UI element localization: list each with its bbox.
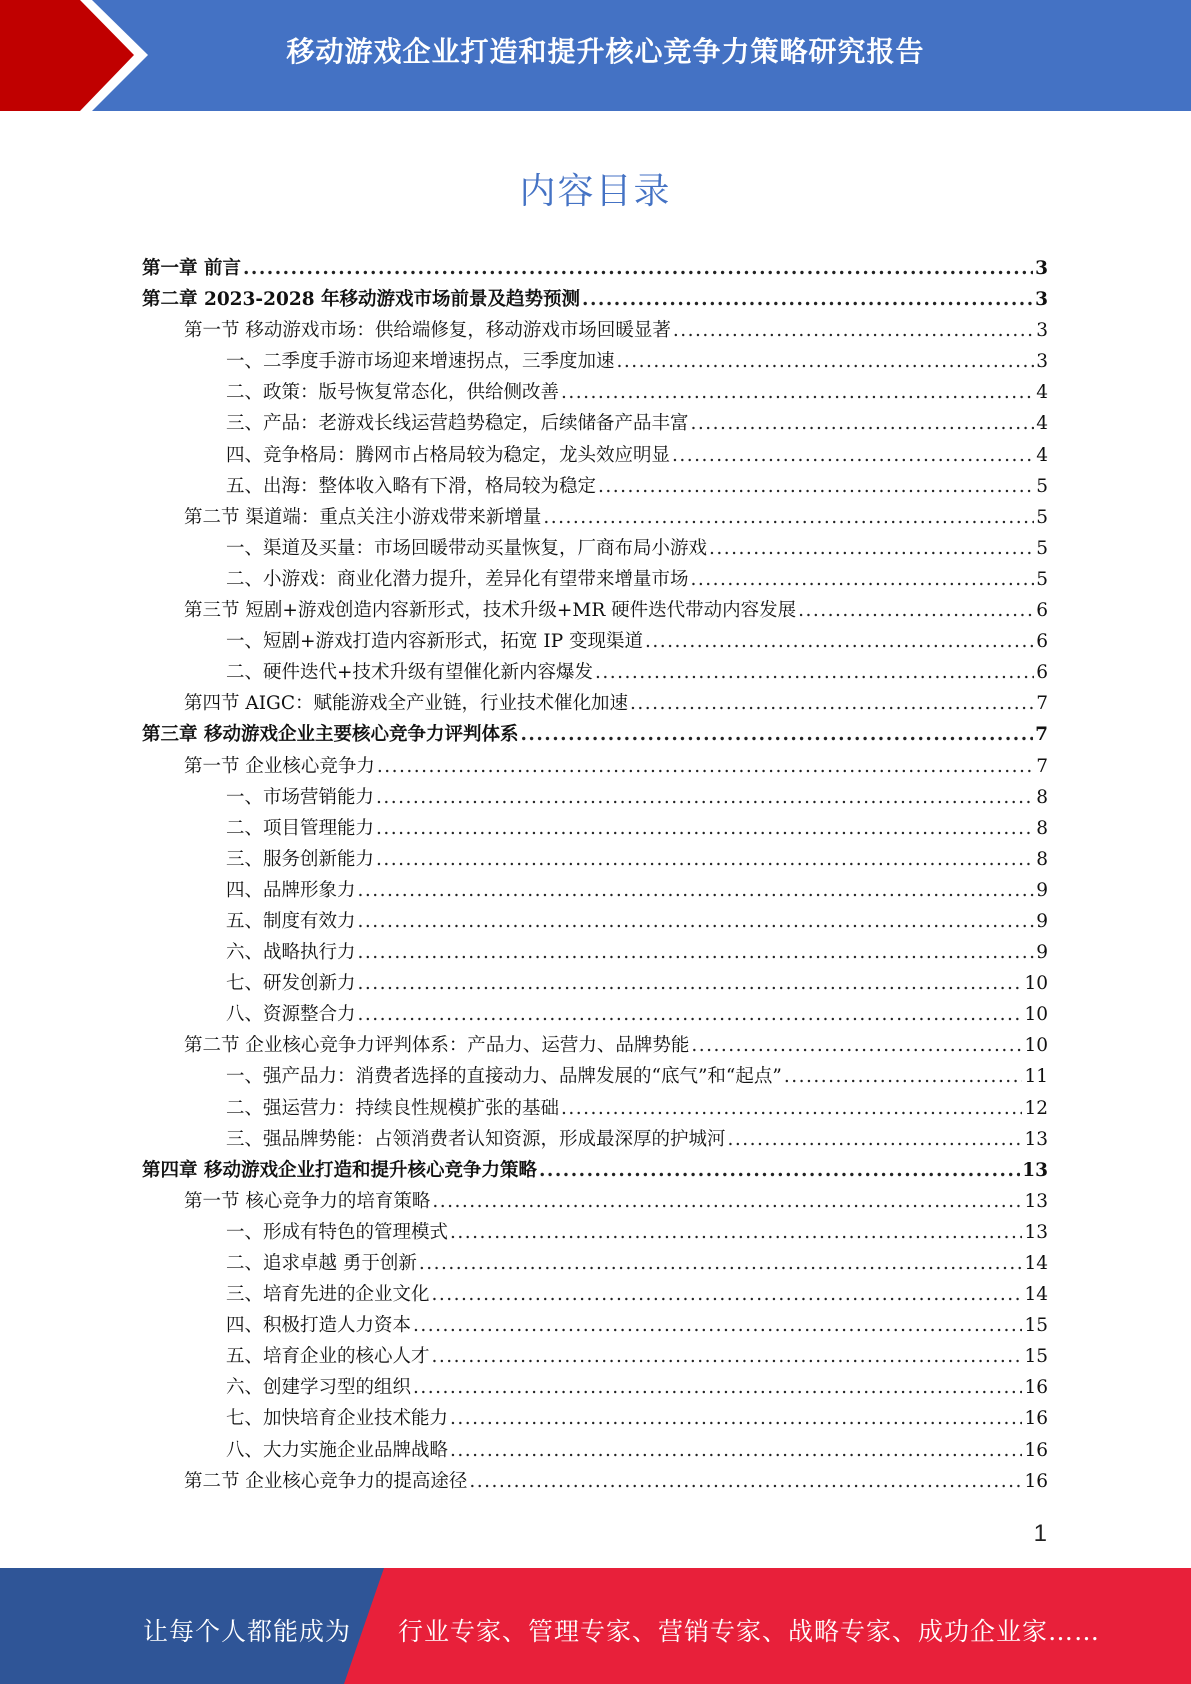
toc-dot-leader bbox=[728, 1129, 1023, 1150]
toc-dot-leader bbox=[595, 662, 1034, 683]
toc-entry-title: 一、二季度手游市场迎来增速拐点，三季度加速 bbox=[226, 351, 615, 373]
toc-entry[interactable] bbox=[142, 720, 1048, 751]
toc-entry-page: 5 bbox=[1036, 568, 1048, 590]
toc-dot-leader bbox=[469, 1471, 1022, 1492]
toc-entry-page: 13 bbox=[1024, 1128, 1048, 1150]
toc-entry[interactable] bbox=[142, 565, 1048, 596]
toc-entry-page: 13 bbox=[1024, 1190, 1048, 1212]
toc-entry-page: 16 bbox=[1024, 1408, 1048, 1430]
toc-entry[interactable] bbox=[142, 378, 1048, 409]
toc-dot-leader bbox=[413, 1377, 1022, 1398]
toc-dot-leader bbox=[673, 320, 1034, 341]
toc-entry-title: 三、产品：老游戏长线运营趋势稳定，后续储备产品丰富 bbox=[226, 413, 689, 435]
toc-entry-page: 13 bbox=[1022, 1159, 1048, 1181]
toc-entry[interactable] bbox=[142, 938, 1048, 969]
toc-dot-leader bbox=[520, 724, 1033, 745]
toc-entry-title: 五、出海：整体收入略有下滑，格局较为稳定 bbox=[226, 475, 597, 497]
toc-entry[interactable] bbox=[142, 409, 1048, 440]
toc-entry[interactable] bbox=[142, 658, 1048, 689]
toc-entry[interactable] bbox=[142, 627, 1048, 658]
toc-entry-page: 3 bbox=[1035, 289, 1048, 311]
toc-entry[interactable] bbox=[142, 845, 1048, 876]
toc-dot-leader bbox=[630, 693, 1034, 714]
toc-dot-leader bbox=[450, 1222, 1022, 1243]
toc-dot-leader bbox=[377, 756, 1034, 777]
toc-entry-page: 8 bbox=[1036, 786, 1048, 808]
toc-entry-page: 7 bbox=[1035, 724, 1048, 746]
toc-dot-leader bbox=[376, 849, 1034, 870]
toc-entry[interactable] bbox=[142, 814, 1048, 845]
toc-entry-page: 10 bbox=[1024, 1004, 1048, 1026]
toc-entry[interactable] bbox=[142, 969, 1048, 1000]
toc-entry-title: 二、追求卓越 勇于创新 bbox=[226, 1253, 417, 1274]
toc-entry[interactable] bbox=[142, 1125, 1048, 1156]
toc-dot-leader bbox=[561, 382, 1034, 403]
toc-entry[interactable] bbox=[142, 254, 1048, 285]
toc-dot-leader bbox=[376, 818, 1034, 839]
toc-dot-leader bbox=[784, 1066, 1023, 1087]
toc-entry[interactable] bbox=[142, 1000, 1048, 1031]
toc-dot-leader bbox=[691, 413, 1035, 434]
toc-entry[interactable] bbox=[142, 1156, 1048, 1187]
toc-entry-page: 8 bbox=[1036, 817, 1048, 839]
toc-entry-title: 四、竞争格局：腾网市占格局较为稳定，龙头效应明显 bbox=[226, 444, 671, 466]
toc-entry-page: 13 bbox=[1024, 1221, 1048, 1243]
toc-dot-leader bbox=[450, 1408, 1022, 1429]
page-number: 1 bbox=[1033, 1520, 1047, 1547]
toc-entry-title: 二、强运营力：持续良性规模扩张的基础 bbox=[226, 1097, 560, 1119]
toc-dot-leader bbox=[543, 507, 1034, 528]
toc-entry-page: 15 bbox=[1024, 1315, 1048, 1337]
toc-dot-leader bbox=[413, 1315, 1022, 1336]
toc-dot-leader bbox=[617, 351, 1035, 372]
toc-entry-title: 第四章 移动游戏企业打造和提升核心竞争力策略 bbox=[142, 1159, 537, 1181]
toc-dot-leader bbox=[358, 973, 1023, 994]
toc-entry-title: 三、强品牌势能：占领消费者认知资源，形成最深厚的护城河 bbox=[226, 1128, 726, 1150]
toc-entry[interactable] bbox=[142, 441, 1048, 472]
toc-entry[interactable] bbox=[142, 596, 1048, 627]
toc-entry-title: 第三章 移动游戏企业主要核心竞争力评判体系 bbox=[142, 724, 519, 746]
toc-dot-leader bbox=[561, 1098, 1022, 1119]
toc-entry[interactable] bbox=[142, 1404, 1048, 1435]
toc-dot-leader bbox=[672, 445, 1034, 466]
toc-entry-title: 六、战略执行力 bbox=[226, 942, 356, 964]
toc-entry-page: 6 bbox=[1036, 631, 1048, 653]
toc-entry-title: 八、资源整合力 bbox=[226, 1004, 356, 1026]
toc-entry-page: 9 bbox=[1036, 910, 1048, 932]
toc-entry[interactable] bbox=[142, 534, 1048, 565]
toc-entry-title: 第三节 短剧+游戏创造内容新形式，技术升级+MR 硬件迭代带动内容发展 bbox=[184, 600, 797, 622]
toc-entry-page: 7 bbox=[1036, 693, 1048, 715]
toc-dot-leader bbox=[450, 1440, 1022, 1461]
toc-entry[interactable] bbox=[142, 783, 1048, 814]
toc-dot-leader bbox=[539, 1160, 1020, 1181]
toc-entry[interactable] bbox=[142, 316, 1048, 347]
toc-entry-page: 9 bbox=[1036, 942, 1048, 964]
toc-dot-leader bbox=[358, 911, 1035, 932]
toc-entry-page: 4 bbox=[1036, 382, 1048, 404]
toc-entry-title: 一、短剧+游戏打造内容新形式，拓宽 IP 变现渠道 bbox=[226, 631, 644, 653]
toc-entry-title: 五、培育企业的核心人才 bbox=[226, 1346, 430, 1368]
toc-entry[interactable] bbox=[142, 1031, 1048, 1062]
toc-entry[interactable] bbox=[142, 1436, 1048, 1467]
toc-entry-title: 七、研发创新力 bbox=[226, 973, 356, 995]
toc-dot-leader bbox=[709, 538, 1034, 559]
toc-entry-page: 4 bbox=[1036, 444, 1048, 466]
toc-dot-leader bbox=[432, 1284, 1023, 1305]
toc-dot-leader bbox=[419, 1253, 1023, 1274]
toc-dot-leader bbox=[376, 787, 1034, 808]
toc-entry-page: 11 bbox=[1024, 1066, 1048, 1088]
toc-entry-page: 3 bbox=[1036, 320, 1048, 342]
toc-entry[interactable] bbox=[142, 1062, 1048, 1093]
footer-slogan-right: 行业专家、管理专家、营销专家、战略专家、成功企业家…… bbox=[398, 1617, 1101, 1646]
toc-entry[interactable] bbox=[142, 347, 1048, 378]
toc-entry-title: 二、项目管理能力 bbox=[226, 817, 375, 839]
toc-dot-leader bbox=[598, 476, 1034, 497]
toc-dot-leader bbox=[582, 289, 1033, 310]
toc-entry-title: 第二节 渠道端：重点关注小游戏带来新增量 bbox=[184, 506, 542, 528]
toc-entry-page: 5 bbox=[1036, 506, 1048, 528]
toc-entry-page: 12 bbox=[1024, 1097, 1048, 1119]
toc-entry-page: 10 bbox=[1024, 973, 1048, 995]
toc-entry-page: 6 bbox=[1036, 600, 1048, 622]
toc-entry[interactable] bbox=[142, 1187, 1048, 1218]
toc-dot-leader bbox=[432, 1346, 1023, 1367]
toc-entry-title: 七、加快培育企业技术能力 bbox=[226, 1408, 449, 1430]
toc-entry[interactable] bbox=[142, 876, 1048, 907]
toc-dot-leader bbox=[358, 880, 1035, 901]
toc-entry-title: 六、创建学习型的组织 bbox=[226, 1377, 412, 1399]
toc-entry-title: 五、制度有效力 bbox=[226, 910, 356, 932]
toc-entry[interactable] bbox=[142, 1342, 1048, 1373]
toc-entry-title: 一、强产品力：消费者选择的直接动力、品牌发展的“底气”和“起点” bbox=[226, 1066, 782, 1088]
toc-dot-leader bbox=[798, 600, 1034, 621]
toc-heading: 内容目录 bbox=[519, 171, 672, 212]
toc-entry-title: 第一节 企业核心竞争力 bbox=[184, 755, 375, 777]
toc-entry-title: 二、小游戏：商业化潜力提升，差异化有望带来增量市场 bbox=[226, 568, 689, 590]
toc-entry-page: 10 bbox=[1024, 1035, 1048, 1057]
toc-dot-leader bbox=[358, 942, 1035, 963]
table-of-contents bbox=[142, 254, 1048, 1498]
toc-entry-page: 3 bbox=[1036, 351, 1048, 373]
toc-entry[interactable] bbox=[142, 1280, 1048, 1311]
toc-entry-title: 三、培育先进的企业文化 bbox=[226, 1284, 430, 1306]
toc-dot-leader bbox=[358, 1004, 1023, 1025]
toc-entry-page: 4 bbox=[1036, 413, 1048, 435]
toc-entry[interactable] bbox=[142, 1373, 1048, 1404]
toc-entry[interactable] bbox=[142, 1094, 1048, 1125]
toc-entry[interactable] bbox=[142, 285, 1048, 316]
toc-entry-title: 二、硬件迭代+技术升级有望催化新内容爆发 bbox=[226, 662, 594, 684]
toc-dot-leader bbox=[645, 631, 1034, 652]
toc-entry-page: 5 bbox=[1036, 475, 1048, 497]
toc-entry-title: 四、品牌形象力 bbox=[226, 879, 356, 901]
toc-entry-title: 第四节 AIGC：赋能游戏全产业链，行业技术催化加速 bbox=[184, 693, 628, 715]
toc-entry[interactable] bbox=[142, 1218, 1048, 1249]
toc-entry-title: 第二节 企业核心竞争力评判体系：产品力、运营力、品牌势能 bbox=[184, 1035, 690, 1057]
toc-entry-page: 16 bbox=[1024, 1377, 1048, 1399]
toc-entry-page: 16 bbox=[1024, 1439, 1048, 1461]
toc-entry-page: 6 bbox=[1036, 662, 1048, 684]
toc-entry-title: 三、服务创新能力 bbox=[226, 848, 375, 870]
toc-entry-title: 第一章 前言 bbox=[142, 258, 241, 279]
toc-entry[interactable] bbox=[142, 1467, 1048, 1498]
header-band bbox=[0, 0, 1191, 111]
toc-entry-title: 二、政策：版号恢复常态化，供给侧改善 bbox=[226, 382, 560, 404]
toc-entry-title: 一、形成有特色的管理模式 bbox=[226, 1221, 449, 1243]
toc-entry[interactable] bbox=[142, 1249, 1048, 1280]
toc-entry[interactable] bbox=[142, 689, 1048, 720]
toc-entry-page: 8 bbox=[1036, 848, 1048, 870]
toc-entry-page: 14 bbox=[1024, 1284, 1048, 1306]
toc-entry-title: 八、大力实施企业品牌战略 bbox=[226, 1439, 449, 1461]
toc-entry-title: 一、市场营销能力 bbox=[226, 786, 375, 808]
toc-dot-leader bbox=[691, 1035, 1022, 1056]
toc-entry-page: 14 bbox=[1024, 1253, 1048, 1274]
toc-entry-page: 5 bbox=[1036, 537, 1048, 559]
report-title: 移动游戏企业打造和提升核心竞争力策略研究报告 bbox=[286, 35, 925, 68]
toc-entry-page: 16 bbox=[1024, 1470, 1048, 1492]
toc-entry-page: 15 bbox=[1024, 1346, 1048, 1368]
toc-entry-title: 第一节 核心竞争力的培育策略 bbox=[184, 1190, 431, 1212]
toc-entry-page: 7 bbox=[1036, 755, 1048, 777]
toc-entry[interactable] bbox=[142, 907, 1048, 938]
toc-entry-page: 3 bbox=[1035, 258, 1048, 279]
toc-dot-leader bbox=[432, 1191, 1022, 1212]
toc-entry[interactable] bbox=[142, 752, 1048, 783]
toc-dot-leader bbox=[243, 258, 1033, 279]
toc-entry-title: 第二节 企业核心竞争力的提高途径 bbox=[184, 1470, 468, 1492]
toc-entry[interactable] bbox=[142, 1311, 1048, 1342]
toc-dot-leader bbox=[691, 569, 1035, 590]
toc-entry-title: 四、积极打造人力资本 bbox=[226, 1315, 412, 1337]
footer-slogan-left: 让每个人都能成为 bbox=[143, 1617, 352, 1646]
toc-entry-title: 第一节 移动游戏市场：供给端修复，移动游戏市场回暖显著 bbox=[184, 320, 671, 342]
toc-entry-title: 一、渠道及买量：市场回暖带动买量恢复，厂商布局小游戏 bbox=[226, 537, 708, 559]
toc-entry[interactable] bbox=[142, 472, 1048, 503]
toc-entry[interactable] bbox=[142, 503, 1048, 534]
toc-entry-page: 9 bbox=[1036, 879, 1048, 901]
toc-entry-title: 第二章 2023-2028 年移动游戏市场前景及趋势预测 bbox=[142, 289, 581, 311]
